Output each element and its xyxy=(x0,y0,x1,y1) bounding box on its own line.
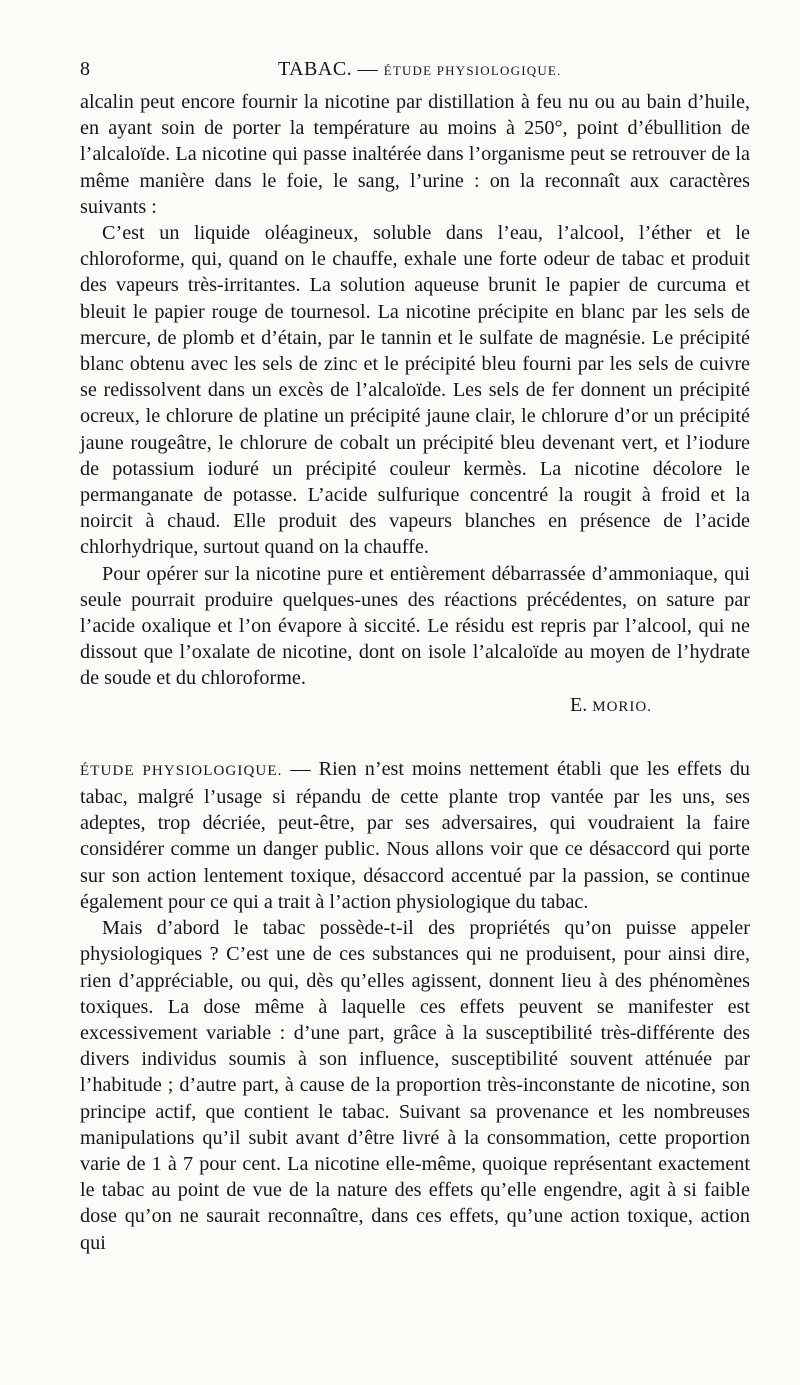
body-text xyxy=(80,89,750,1256)
section-title: ÉTUDE PHYSIOLOGIQUE. xyxy=(80,762,283,779)
running-title-main: TABAC. — xyxy=(278,58,384,80)
section-first-paragraph-text: Rien n’est moins nettement établi que les effets du tabac, malgré l’usage si répandu de cette plante trop vantée par les uns, ses adeptes, trop décriée, peut-être, par ses adversaires, qui voudraient la faire considérer comme un danger public. Nous allons voir que ce désaccord qui porte sur son action lentement toxique, désaccord accentué par la passion, se continue également pour ce qui a trait à l’action physiologique du tabac. xyxy=(80,757,751,913)
page-number: 8 xyxy=(80,58,90,80)
author-signature xyxy=(80,692,750,720)
running-title xyxy=(278,58,562,81)
section-first-paragraph xyxy=(80,756,750,915)
running-title-subtitle: ÉTUDE PHYSIOLOGIQUE. xyxy=(383,63,562,78)
section-second-paragraph: Mais d’abord le tabac possède-t-il des propriétés qu’on puisse appeler physiologiques ? C’est une de ces substances qui ne produisent, pour ainsi dire, rien d’appréciable, ou qui, dès qu’elles agissent, donnent lieu à des phénomènes toxiques. La dose même à laquelle ces effets peuvent se manifester est excessivement variable : d’une part, grâce à la susceptibilité très-différente des divers individus soumis à son influence, susceptibilité souvent atténuée par l’habitude ; d’autre part, à cause de la proportion très-inconstante de nicotine, son principe actif, que contient le tabac. Suivant sa provenance et les nombreuses manipulations qu’il subit avant d’être livré à la consommation, cette proportion varie de 1 à 7 pour cent. La nicotine elle-même, quoique représentant exactement le tabac au point de vue de la nature des effets qu’elle engendre, agit à si faible dose qu’on ne saurait reconnaître, dans ces effets, qu’une action toxique, action qui xyxy=(80,917,750,1254)
signature-initial: E. xyxy=(570,693,593,716)
signature-name: MORIO. xyxy=(592,698,652,715)
section-dash: — xyxy=(282,757,319,780)
paragraph-nicotine-characteristics: C’est un liquide oléagineux, soluble dans l’eau, l’alcool, l’éther et le chloroforme, qui, quand on le chauffe, exhale une forte odeur de tabac et produit des vapeurs très-irritantes. La solution aqueuse brunit le papier de curcuma et bleuit le papier rouge de tournesol. La nicotine précipite en blanc par les sels de mercure, de plomb et d’étain, par le tannin et le sulfate de magnésie. Le précipité blanc obtenu avec les sels de zinc et le précipité bleu fourni par les sels de cuivre se redissolvent dans un excès de l’alcaloïde. Les sels de fer donnent un précipité ocreux, le chlorure de platine un précipité jaune clair, le chlorure d’or un précipité jaune rougeâtre, le chlorure de cobalt un précipité bleu devenant vert, et l’iodure de potassium ioduré un précipité couleur kermès. La nicotine décolore le permanganate de potasse. L’acide sulfurique concentré la rougit à froid et la noircit à chaud. Elle produit des vapeurs blanches en présence de l’acide chlorhydrique, surtout quand on la chauffe. xyxy=(80,222,750,559)
running-header xyxy=(80,58,750,84)
paragraph-continuation: alcalin peut encore fournir la nicotine par distillation à feu nu ou au bain d’huile, en ayant soin de porter la température au moins à 250°, point d’ébullition de l’alcaloïde. La nicotine qui passe inaltérée dans l’organisme peut se retrouver de la même manière dans le foie, le sang, l’urine : on la reconnaît aux caractères suivants : xyxy=(80,91,750,218)
paragraph-pure-nicotine: Pour opérer sur la nicotine pure et entièrement débarrassée d’ammoniaque, qui seule pourrait produire quelques-unes des réactions précédentes, on sature par l’acide oxalique et l’on évapore à siccité. Le résidu est repris par l’alcool, qui ne dissout que l’oxalate de nicotine, dont on isole l’alcaloïde au moyen de l’hydrate de soude et du chloroforme. xyxy=(80,562,750,690)
section-spacer xyxy=(80,720,750,756)
